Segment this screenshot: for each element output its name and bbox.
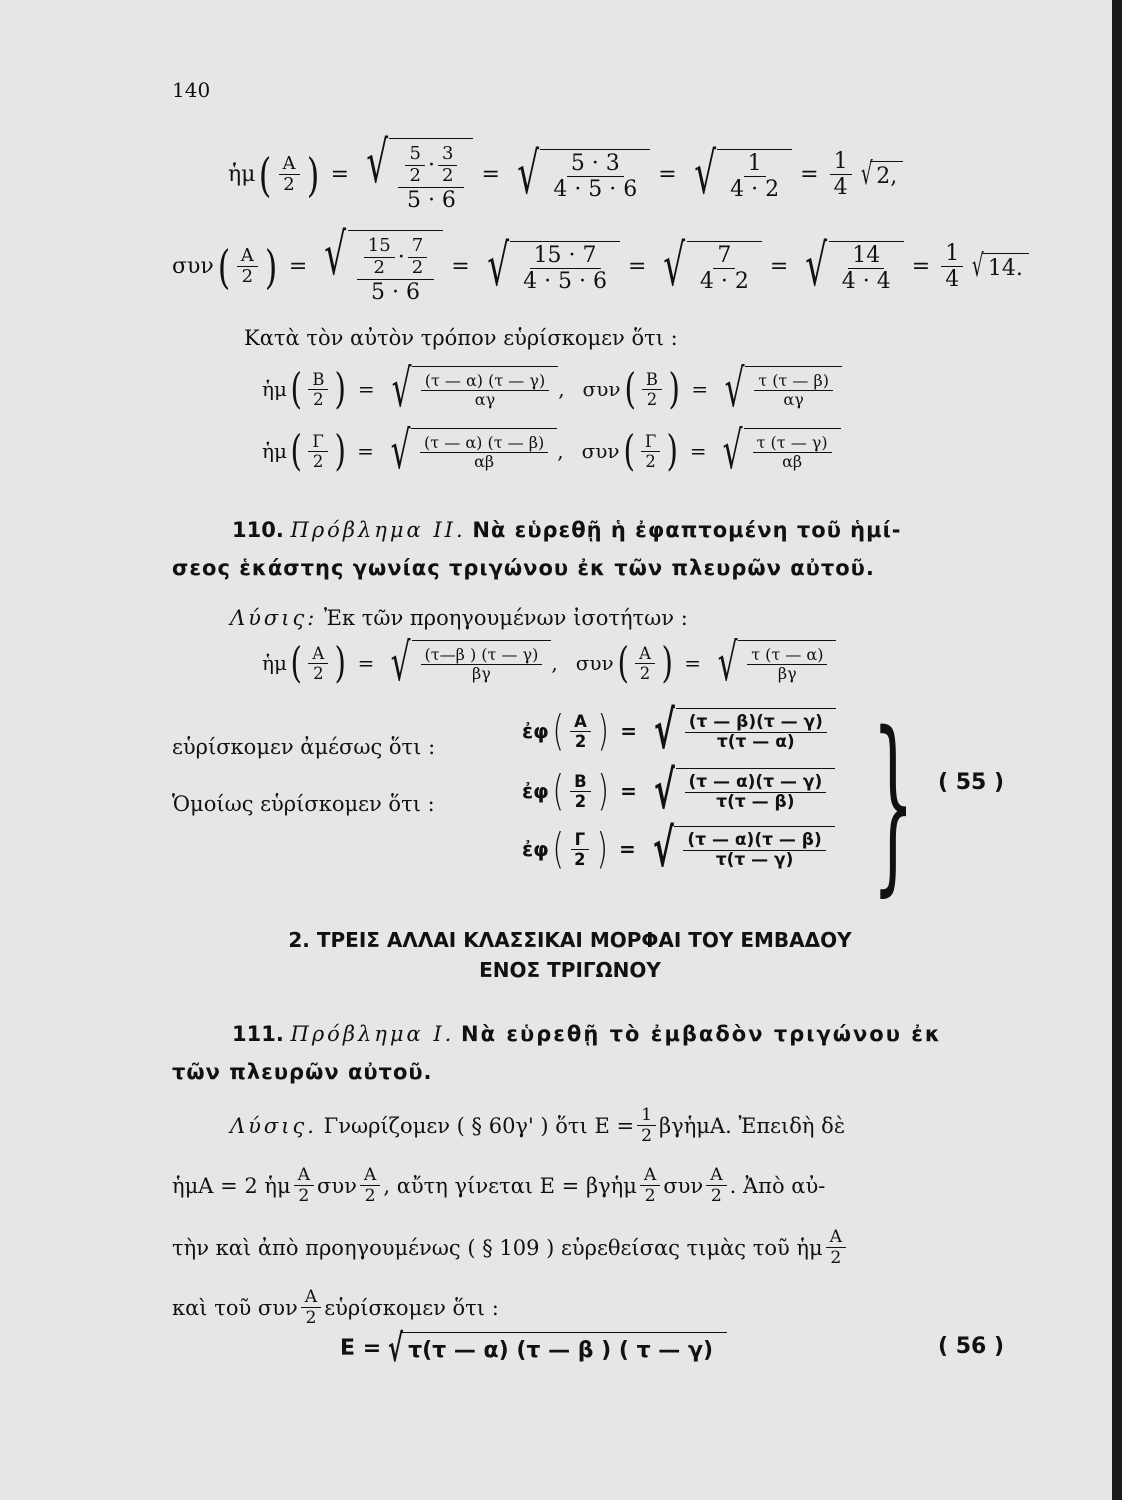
den: 2 [441, 164, 454, 186]
num: 5 · 3 [567, 152, 624, 177]
fn-label: συν [575, 651, 614, 676]
lysis-text: . Ἀπὸ αὐ- [729, 1173, 826, 1198]
num: A [640, 1166, 660, 1186]
equation-half-A-recall: ἡμ ( $\frac{A}{2}$ ) = √ $\frac{(\tau—\beta ) (\tau — \gamma)}{\beta\gamma}$ , συν ( $\frac{A}{2}$ ) = √ $\frac{\tau (\tau — \alpha)}{\beta\gamma}$ [262, 640, 836, 687]
den: 4 · 5 · 6 [523, 268, 608, 294]
num: A [826, 1228, 846, 1248]
den: τ(τ — β) [716, 792, 795, 813]
num: 7 [408, 237, 427, 258]
lysis-text: ἡμΑ = 2 ἡμ [172, 1173, 291, 1198]
lysis-1-line [230, 606, 688, 630]
lysis-2-line2 [172, 1166, 825, 1205]
den: 2 [639, 663, 651, 683]
den: 2 [409, 164, 421, 186]
num: τ (τ — α) [747, 647, 827, 666]
num: Γ [308, 433, 327, 452]
num: Γ [571, 831, 589, 850]
problem-text: Νὰ εὑρεθῇ ἡ ἐφαπτομένη τοῦ ἡμί- [472, 518, 902, 542]
lysis-text: καὶ τοῦ συν [172, 1295, 298, 1320]
comma: , [551, 651, 558, 676]
den: αβ [474, 452, 495, 472]
den: 4 [945, 267, 960, 293]
den: 2 [645, 451, 656, 471]
lysis-text: συν [317, 1173, 357, 1198]
section-heading-line2: ΕΝΟΣ ΤΡΙΓΩΝΟΥ [479, 958, 661, 982]
den: τ(τ — γ) [715, 850, 794, 871]
lysis-text: συν [663, 1173, 704, 1198]
den: 2 [364, 1186, 376, 1207]
num: 15 [364, 237, 395, 258]
num: 5 [405, 145, 424, 166]
den: 4 [833, 175, 848, 201]
formula-lhs: Ε = [340, 1336, 382, 1362]
problem-text: Νὰ εὑρεθῇ τὸ ἐμβαδὸν τριγώνου ἐκ [461, 1022, 942, 1046]
problem-111-line1 [232, 1022, 942, 1046]
num: (τ—β ) (τ — γ) [421, 647, 543, 666]
lysis-label: Λύσις: [230, 606, 318, 630]
den: 4 · 2 [730, 176, 780, 202]
comma: , [557, 439, 564, 464]
num: B [570, 773, 591, 792]
num: A [570, 713, 591, 732]
den: βγ [777, 664, 797, 684]
num: (τ — α) (τ — γ) [421, 373, 549, 392]
equation-half-B: ἡμ ( $\frac{B}{2}$ ) = √ $\frac{(\tau — \alpha) (\tau — \gamma)}{\alpha\gamma}$ , συν ( $\frac{B}{2}$ ) = √ $\frac{\tau (\tau — \beta)}{\alpha\gamma}$ [262, 366, 842, 413]
den: 2 [312, 451, 324, 471]
formula-radicand: τ(τ — α) (τ — β ) ( τ — γ) [402, 1332, 727, 1366]
num: 1 [830, 150, 852, 175]
num: B [308, 371, 328, 390]
den: 2 [313, 389, 324, 409]
equation-number-56: ( 56 ) [938, 1334, 1005, 1359]
num: A [635, 645, 655, 664]
num: 1 [637, 1106, 656, 1126]
num: A [308, 645, 328, 664]
equation-sin-half-A: ἡμ ( $\frac{A}{2}$ ) = √ $\frac{5}{2}$ · $\frac{3}{2}$ 5 · 6 = √ $\frac{5 \cdot 3}{4 \cdot 5 \cdot 6}$ = √ $\frac{1}{4 \cdot 2}$ = $\frac{1}{4}$ √ 2, [228, 138, 903, 212]
den: 4 · 4 [841, 268, 891, 294]
den: 2 [241, 266, 254, 288]
den: 5 · 6 [406, 187, 456, 213]
den: 2 [298, 1186, 310, 1207]
herons-formula: Ε = √ τ(τ — α) (τ — β ) ( τ — γ) [340, 1332, 727, 1366]
fn-label: ἐφ [522, 779, 549, 804]
section-heading-line1: 2. ΤΡΕΙΣ ΑΛΛΑΙ ΚΛΑΣΣΙΚΑΙ ΜΟΡΦΑΙ ΤΟΥ ΕΜΒΑΔΟΥ [288, 928, 852, 952]
kata-line: Κατὰ τὸν αὐτὸν τρόπον εὑρίσκομεν ὅτι : [244, 326, 678, 350]
lysis-text: βγἡμΑ. Ἐπειδὴ δὲ [659, 1113, 846, 1138]
den: 2 [574, 849, 586, 869]
fn-label: ἡμ [262, 439, 287, 464]
fn-label: ἡμ [228, 162, 256, 188]
fn-label: συν [582, 377, 621, 402]
den: 5 · 6 [370, 279, 420, 305]
tan-half-B: ἐφ ( $\frac{B}{2}$ ) = √ $\frac{(\tau — \alpha)(\tau — \gamma)}{\tau(\tau — \beta)}$ [522, 768, 835, 815]
lysis-2-line1 [230, 1106, 845, 1145]
lysis-text: Ἐκ τῶν προηγουμένων ἰσοτήτων : [324, 606, 688, 630]
fn-label: ἡμ [262, 651, 287, 676]
problem-label: Πρόβλημα II. [290, 518, 466, 542]
num: A [360, 1166, 380, 1186]
lysis-text: Γνωρίζομεν ( § 60γ' ) ὅτι Ε = [323, 1113, 635, 1138]
num: 15 · 7 [530, 244, 601, 269]
den: 4 · 5 · 6 [553, 176, 638, 202]
den: 2 [574, 791, 587, 811]
num: τ (τ — β) [754, 373, 833, 392]
problem-111-line2: τῶν πλευρῶν αὐτοῦ. [172, 1060, 433, 1084]
omoiws-line: Ὁμοίως εὑρίσκομεν ὅτι : [172, 792, 435, 816]
den: 2 [641, 1126, 653, 1147]
den: 2 [373, 256, 385, 278]
den: 2 [710, 1186, 722, 1207]
tan-half-A: ἐφ ( $\frac{A}{2}$ ) = √ $\frac{(\tau — \beta)(\tau — \gamma)}{\tau(\tau — \alpha)}$ [522, 708, 836, 755]
num: τ (τ — γ) [753, 435, 832, 454]
equation-number-55: ( 55 ) [938, 770, 1005, 795]
fn-label: συν [172, 254, 214, 280]
equation-half-Gamma: ἡμ ( $\frac{\Gamma}{2}$ ) = √ $\frac{(\tau — \alpha) (\tau — \beta)}{\alpha\beta}$ , συν ( $\frac{\Gamma}{2}$ ) = √ $\frac{\tau (\tau — \gamma)}{\alpha\beta}$ [262, 428, 841, 475]
num: (τ — α) (τ — β) [420, 435, 548, 454]
fn-label: συν [581, 439, 620, 464]
den: 2 [305, 1308, 317, 1329]
den: 2 [313, 663, 324, 683]
dot: · [427, 152, 435, 178]
den: αβ [782, 452, 803, 472]
equation-cos-half-A: συν ( $\frac{A}{2}$ ) = √ $\frac{15}{2}$ · $\frac{7}{2}$ 5 · 6 = √ $\frac{15 \cdot 7}{4 \cdot 5 \cdot 6}$ = √ $\frac{7}{4 \cdot 2}$ = √ $\frac{14}{4 \cdot 4}$ = $\frac{1}{4}$ √ 14. [172, 230, 1029, 304]
den: 2 [646, 389, 658, 409]
dot: · [397, 244, 405, 270]
num: 14 [848, 244, 884, 269]
right-brace: } [872, 692, 915, 913]
sqrt-arg: 2, [870, 161, 903, 189]
num: (τ — β)(τ — γ) [685, 714, 827, 734]
sqrt-arg: 14. [982, 253, 1029, 281]
amesws-line: εὑρίσκομεν ἀμέσως ὅτι : [172, 735, 436, 759]
fn-label: ἐφ [522, 837, 549, 862]
problem-110-line1 [232, 518, 901, 542]
den: 2 [830, 1248, 842, 1269]
num: A [301, 1288, 321, 1308]
lysis-text: τὴν καὶ ἀπὸ προηγουμένως ( § 109 ) εὑρεθείσας τιμὰς τοῦ ἡμ [172, 1235, 823, 1260]
num: A [279, 155, 300, 176]
tan-half-Gamma: ἐφ ( $\frac{\Gamma}{2}$ ) = √ $\frac{(\tau — \alpha)(\tau — \beta)}{\tau(\tau — \gamma)}$ [522, 826, 835, 873]
lysis-2-line4 [172, 1288, 499, 1327]
num: 1 [744, 152, 766, 177]
den: βγ [472, 664, 491, 684]
problem-110-line2: σεος ἑκάστης γωνίας τριγώνου ἐκ τῶν πλευρῶν αὐτοῦ. [172, 556, 875, 580]
num: A [706, 1166, 726, 1186]
num: A [294, 1166, 314, 1186]
num: Γ [641, 433, 660, 452]
lysis-text: εὑρίσκομεν ὅτι : [324, 1295, 499, 1320]
den: αγ [474, 390, 496, 410]
num: (τ — α)(τ — γ) [685, 774, 827, 794]
num: B [642, 371, 662, 390]
num: 1 [941, 242, 963, 267]
num: A [237, 247, 258, 268]
den: τ(τ — α) [716, 732, 795, 753]
problem-number: 111. [232, 1022, 284, 1046]
page-edge-shadow [1112, 0, 1122, 1500]
den: αγ [783, 390, 804, 410]
lysis-2-line3 [172, 1228, 849, 1267]
den: 2 [574, 731, 587, 751]
den: 2 [411, 256, 424, 278]
lysis-text: , αὔτη γίνεται Ε = βγἡμ [383, 1173, 637, 1198]
comma: , [558, 377, 565, 402]
den: 2 [644, 1186, 656, 1207]
num: 3 [438, 145, 457, 166]
num: (τ — α)(τ — β) [683, 832, 825, 852]
problem-number: 110. [232, 518, 284, 542]
fn-label: ἡμ [262, 377, 287, 402]
problem-label: Πρόβλημα I. [290, 1022, 455, 1046]
page-number: 140 [172, 78, 211, 102]
num: 7 [713, 244, 735, 269]
den: 2 [283, 174, 295, 196]
fn-label: ἐφ [522, 719, 549, 744]
lysis-label: Λύσις. [230, 1113, 317, 1138]
den: 4 · 2 [699, 268, 749, 294]
